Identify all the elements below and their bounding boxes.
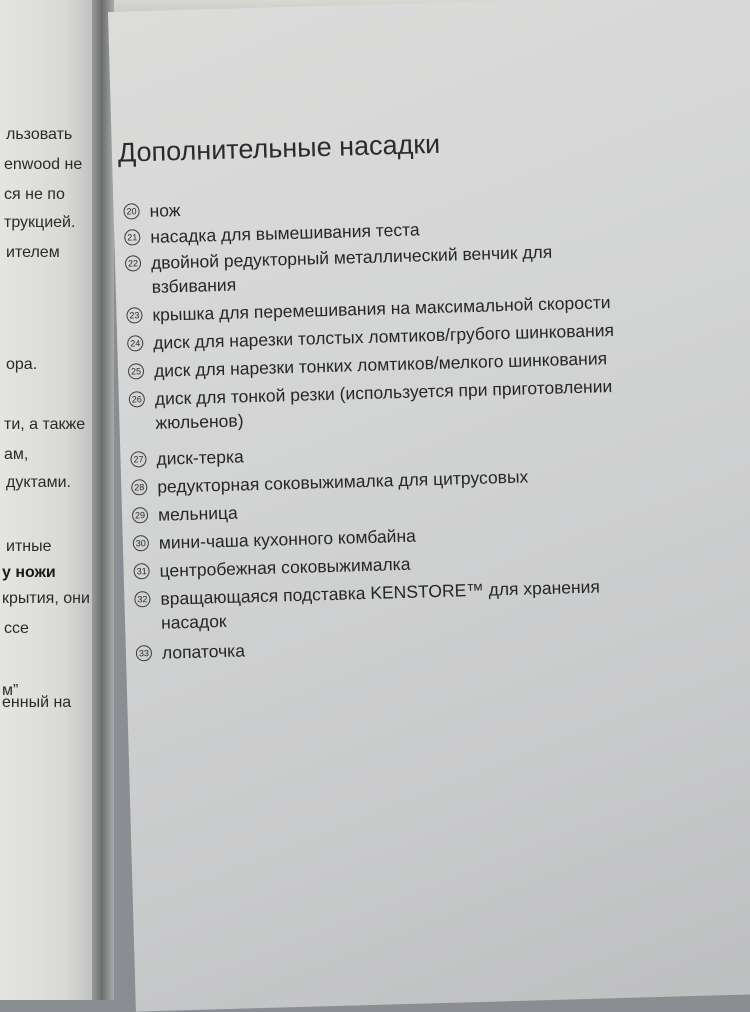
item-text: лопаточка	[161, 640, 246, 663]
left-page-line: ссе	[4, 620, 29, 637]
book-gutter	[92, 0, 114, 1000]
item-number-badge: 26	[129, 392, 145, 408]
item-text-continuation: взбивания	[151, 274, 237, 297]
item-text-continuation: насадок	[160, 610, 227, 633]
item-number-badge: 28	[131, 479, 147, 495]
item-number-badge: 33	[136, 645, 152, 661]
item-text: двойной редукторный металлический венчик для	[150, 241, 553, 273]
item-text: центробежная соковыжималка	[159, 553, 411, 581]
item-number-badge: 21	[124, 230, 140, 246]
left-page-line: ителем	[6, 244, 60, 261]
item-number-badge: 30	[133, 535, 149, 551]
item-text-continuation: жюльенов)	[155, 410, 244, 433]
item-number-badge: 25	[128, 364, 144, 380]
left-page-line: итные	[6, 538, 52, 555]
left-page-line: крытия, они	[2, 590, 90, 607]
item-text: крышка для перемешивания на максимальной скорости	[152, 292, 611, 325]
item-text: диск-терка	[156, 446, 245, 469]
left-page-line: ти, а также	[4, 416, 86, 433]
item-text: диск для тонкой резки (используется при приготовлении	[154, 376, 613, 409]
item-number-badge: 22	[125, 256, 141, 272]
left-page-line: трукцией.	[4, 214, 76, 231]
item-text: вращающаяся подставка KENSTORE™ для хранения	[160, 576, 601, 609]
item-number-badge: 24	[127, 336, 143, 352]
item-text: редукторная соковыжималка для цитрусовых	[156, 466, 529, 497]
left-page-line: дуктами.	[6, 474, 71, 491]
item-text: мини-чаша кухонного комбайна	[158, 525, 417, 553]
item-number-badge: 23	[126, 308, 142, 324]
left-page-line: енный на	[2, 694, 72, 711]
item-number-badge: 29	[132, 507, 148, 523]
left-page-line: у ножи	[2, 564, 56, 581]
item-text: насадка для вымешивания теста	[150, 219, 420, 247]
left-page-line: ам,	[4, 446, 29, 463]
page-title: Дополнительные насадки	[117, 128, 441, 168]
item-text: мельница	[157, 502, 239, 525]
item-text: нож	[149, 200, 181, 221]
item-number-badge: 31	[133, 563, 149, 579]
left-page-line: ора.	[6, 356, 38, 373]
left-page	[0, 0, 104, 1000]
item-text: диск для нарезки тонких ломтиков/мелкого шинкования	[153, 348, 608, 381]
item-number-badge: 32	[134, 591, 150, 607]
left-page-line: enwood не	[4, 156, 83, 173]
right-page	[108, 0, 750, 1012]
left-page-line: ся не по	[4, 186, 65, 203]
item-text: диск для нарезки толстых ломтиков/грубого шинкования	[152, 320, 615, 353]
left-page-line: льзовать	[6, 126, 73, 143]
left-page-line: м”	[2, 682, 19, 699]
item-number-badge: 20	[123, 204, 139, 220]
item-number-badge: 27	[130, 451, 146, 467]
